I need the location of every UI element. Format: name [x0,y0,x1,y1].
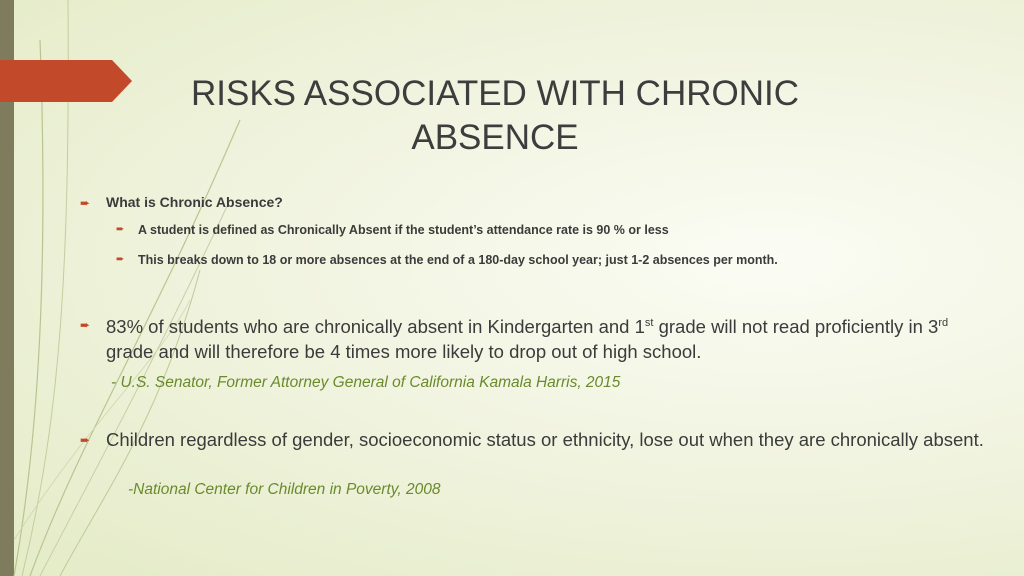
statistic-text-part: 83% of students who are chronically absent in Kindergarten and 1 [106,316,645,337]
slide-title: RISKS ASSOCIATED WITH CHRONIC ABSENCE [190,74,800,157]
arrow-bullet-icon: ➨ [80,196,91,210]
arrow-bullet-icon: ➨ [80,318,91,332]
sub-bullet-definition: A student is defined as Chronically Absent if the student’s attendance rate is 90 % or less [138,223,669,237]
bullet-children-lose-out: Children regardless of gender, socioeconomic status or ethnicity, lose out when they are chronically absent. [106,429,984,450]
statistic-text-part: grade will not read proficiently in 3 [653,316,939,337]
citation-harris: - U.S. Senator, Former Attorney General of California Kamala Harris, 2015 [111,374,621,391]
sub-bullet-breakdown: This breaks down to 18 or more absences at the end of a 180-day school year; just 1-2 absences per month. [138,253,778,267]
superscript-st: st [644,316,654,329]
accent-tab [0,60,132,102]
bullet-what-is-chronic-absence: What is Chronic Absence? [106,194,283,210]
arrow-bullet-icon: ➨ [116,254,125,265]
bullet-kindergarten-statistic [106,314,986,364]
arrow-bullet-icon: ➨ [116,224,125,235]
arrow-bullet-icon: ➨ [80,433,91,447]
citation-nccp: -National Center for Children in Poverty, 2008 [128,481,441,498]
superscript-rd: rd [938,316,949,329]
statistic-text-part: grade and will therefore be 4 times more likely to drop out of high school. [106,341,702,362]
